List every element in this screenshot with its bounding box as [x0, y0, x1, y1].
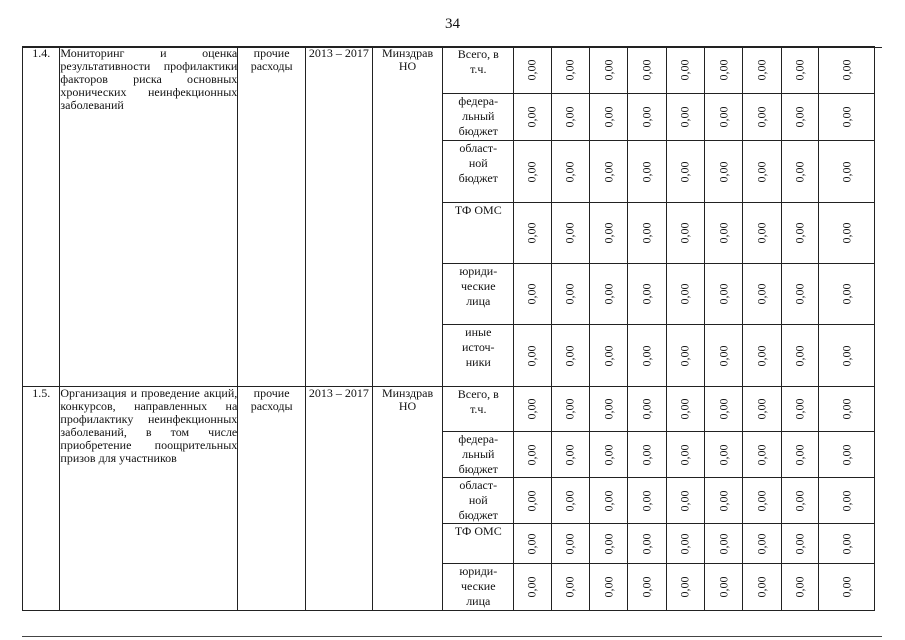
funding-source — [443, 264, 514, 325]
amount-cell — [628, 203, 666, 264]
amount-cell — [551, 524, 589, 564]
funding-source — [443, 141, 514, 203]
executor: Минздрав НО — [372, 47, 443, 387]
funding-source-label: иные источ- ники — [461, 325, 495, 369]
amount-value: 0,00 — [601, 490, 616, 511]
amount-value: 0,00 — [839, 345, 854, 366]
amount-cell — [781, 264, 818, 325]
amount-value: 0,00 — [839, 161, 854, 182]
amount-value: 0,00 — [754, 106, 769, 128]
amount-value: 0,00 — [677, 59, 692, 81]
amount-cell — [781, 141, 818, 203]
page-number: 34 — [445, 16, 460, 32]
amount-value: 0,00 — [754, 398, 769, 420]
amount-value: 0,00 — [792, 283, 807, 305]
amount-cell — [705, 264, 743, 325]
amount-value: 0,00 — [562, 161, 577, 182]
amount-cell — [781, 564, 818, 611]
amount-value: 0,00 — [792, 222, 807, 244]
amount-cell — [819, 141, 875, 203]
amount-cell — [666, 524, 704, 564]
amount-value: 0,00 — [792, 345, 807, 366]
amount-value: 0,00 — [601, 576, 616, 598]
amount-value: 0,00 — [716, 444, 731, 465]
amount-value: 0,00 — [562, 490, 577, 511]
amount-cell — [514, 524, 551, 564]
amount-value: 0,00 — [839, 222, 854, 244]
period-years: 2013 – 2017 — [305, 47, 372, 387]
amount-value: 0,00 — [677, 106, 692, 128]
amount-value: 0,00 — [524, 106, 539, 128]
funding-source-label: федера- льный бюджет — [458, 432, 499, 476]
item-number: 1.5. — [23, 387, 60, 611]
amount-cell — [781, 325, 818, 387]
bottom-rule — [22, 636, 882, 637]
amount-cell — [743, 141, 781, 203]
amount-value: 0,00 — [716, 576, 731, 598]
amount-value: 0,00 — [839, 490, 854, 511]
amount-cell — [589, 47, 627, 94]
amount-cell — [819, 264, 875, 325]
amount-cell — [666, 141, 704, 203]
amount-value: 0,00 — [562, 576, 577, 598]
amount-cell — [628, 478, 666, 524]
amount-cell — [743, 564, 781, 611]
amount-value: 0,00 — [639, 106, 654, 128]
amount-value: 0,00 — [524, 533, 539, 554]
amount-value: 0,00 — [524, 345, 539, 366]
amount-cell — [666, 564, 704, 611]
amount-cell — [514, 47, 551, 94]
amount-value: 0,00 — [639, 222, 654, 244]
amount-cell — [743, 203, 781, 264]
amount-value: 0,00 — [792, 161, 807, 182]
amount-value: 0,00 — [524, 490, 539, 511]
amount-value: 0,00 — [792, 398, 807, 420]
amount-cell — [705, 524, 743, 564]
amount-cell — [589, 387, 627, 432]
amount-cell — [705, 387, 743, 432]
amount-value: 0,00 — [792, 576, 807, 598]
amount-cell — [705, 432, 743, 478]
amount-value: 0,00 — [716, 283, 731, 305]
amount-cell — [781, 387, 818, 432]
amount-value: 0,00 — [839, 106, 854, 128]
amount-cell — [628, 47, 666, 94]
amount-cell — [819, 432, 875, 478]
amount-cell — [819, 325, 875, 387]
amount-value: 0,00 — [601, 533, 616, 554]
item-number: 1.4. — [23, 47, 60, 387]
amount-cell — [628, 524, 666, 564]
funding-source — [443, 94, 514, 141]
amount-value: 0,00 — [716, 398, 731, 420]
amount-cell — [705, 94, 743, 141]
amount-value: 0,00 — [792, 533, 807, 554]
amount-cell — [514, 432, 551, 478]
funding-source — [443, 387, 514, 432]
amount-cell — [781, 47, 818, 94]
amount-value: 0,00 — [639, 398, 654, 420]
amount-cell — [551, 47, 589, 94]
amount-value: 0,00 — [677, 161, 692, 182]
amount-cell — [819, 203, 875, 264]
amount-value: 0,00 — [754, 533, 769, 554]
amount-value: 0,00 — [677, 222, 692, 244]
budget-row — [23, 47, 875, 94]
amount-value: 0,00 — [839, 59, 854, 81]
funding-source-label: Всего, в т.ч. — [457, 47, 499, 76]
funding-source — [443, 47, 514, 94]
amount-cell — [589, 432, 627, 478]
amount-cell — [514, 564, 551, 611]
amount-cell — [589, 478, 627, 524]
amount-value: 0,00 — [677, 283, 692, 305]
amount-value: 0,00 — [639, 161, 654, 182]
amount-cell — [743, 325, 781, 387]
funding-source — [443, 478, 514, 524]
amount-cell — [705, 478, 743, 524]
expense-type: прочие расходы — [238, 387, 306, 611]
amount-cell — [589, 94, 627, 141]
amount-value: 0,00 — [524, 161, 539, 182]
funding-source — [443, 325, 514, 387]
amount-value: 0,00 — [601, 59, 616, 81]
amount-cell — [514, 264, 551, 325]
amount-value: 0,00 — [562, 283, 577, 305]
amount-cell — [589, 325, 627, 387]
amount-value: 0,00 — [562, 398, 577, 420]
amount-value: 0,00 — [839, 283, 854, 305]
amount-value: 0,00 — [716, 345, 731, 366]
amount-cell — [819, 94, 875, 141]
amount-cell — [705, 325, 743, 387]
amount-cell — [781, 94, 818, 141]
amount-value: 0,00 — [677, 398, 692, 420]
amount-value: 0,00 — [639, 490, 654, 511]
amount-cell — [551, 564, 589, 611]
amount-value: 0,00 — [839, 398, 854, 420]
funding-source — [443, 564, 514, 611]
amount-cell — [628, 94, 666, 141]
amount-cell — [628, 564, 666, 611]
amount-value: 0,00 — [716, 490, 731, 511]
amount-cell — [666, 47, 704, 94]
amount-value: 0,00 — [716, 161, 731, 182]
funding-source-label: област- ной бюджет — [458, 478, 498, 522]
amount-value: 0,00 — [562, 222, 577, 244]
amount-cell — [819, 478, 875, 524]
amount-cell — [514, 203, 551, 264]
amount-value: 0,00 — [601, 345, 616, 366]
amount-cell — [781, 524, 818, 564]
amount-cell — [743, 387, 781, 432]
amount-value: 0,00 — [754, 222, 769, 244]
amount-value: 0,00 — [601, 161, 616, 182]
expense-type: прочие расходы — [238, 47, 306, 387]
amount-value: 0,00 — [839, 533, 854, 554]
amount-cell — [705, 47, 743, 94]
amount-cell — [628, 141, 666, 203]
amount-value: 0,00 — [524, 576, 539, 598]
amount-value: 0,00 — [792, 490, 807, 511]
amount-cell — [781, 432, 818, 478]
amount-cell — [705, 141, 743, 203]
amount-value: 0,00 — [716, 59, 731, 81]
amount-value: 0,00 — [754, 490, 769, 511]
amount-value: 0,00 — [639, 533, 654, 554]
amount-cell — [589, 141, 627, 203]
amount-value: 0,00 — [677, 576, 692, 598]
period-years: 2013 – 2017 — [305, 387, 372, 611]
amount-cell — [589, 203, 627, 264]
amount-value: 0,00 — [677, 444, 692, 465]
amount-cell — [628, 432, 666, 478]
amount-cell — [551, 203, 589, 264]
amount-cell — [551, 325, 589, 387]
funding-source-label: федера- льный бюджет — [458, 94, 499, 138]
amount-cell — [589, 524, 627, 564]
amount-cell — [743, 264, 781, 325]
amount-cell — [666, 264, 704, 325]
amount-value: 0,00 — [562, 444, 577, 465]
amount-cell — [666, 432, 704, 478]
amount-value: 0,00 — [639, 576, 654, 598]
amount-value: 0,00 — [716, 533, 731, 554]
amount-value: 0,00 — [716, 222, 731, 244]
funding-source-label: ТФ ОМС — [454, 203, 502, 217]
amount-value: 0,00 — [601, 398, 616, 420]
executor: Минздрав НО — [372, 387, 443, 611]
amount-value: 0,00 — [562, 345, 577, 366]
amount-value: 0,00 — [792, 444, 807, 465]
amount-cell — [551, 94, 589, 141]
amount-cell — [781, 203, 818, 264]
amount-value: 0,00 — [754, 161, 769, 182]
item-name: Мониторинг и оценка результативности профилактики факторов риска основных хронических неинфекционных заболеваний — [60, 47, 238, 387]
amount-value: 0,00 — [524, 398, 539, 420]
amount-value: 0,00 — [524, 59, 539, 81]
amount-cell — [551, 478, 589, 524]
budget-row — [23, 387, 875, 432]
amount-cell — [628, 387, 666, 432]
amount-value: 0,00 — [839, 444, 854, 465]
amount-cell — [666, 478, 704, 524]
amount-value: 0,00 — [524, 444, 539, 465]
budget-table — [22, 46, 875, 611]
amount-value: 0,00 — [839, 576, 854, 598]
amount-value: 0,00 — [754, 59, 769, 81]
amount-cell — [705, 564, 743, 611]
amount-cell — [743, 432, 781, 478]
item-name: Организация и проведение акций, конкурсов, направленных на профилактику неинфекционных заболеваний, в том числе приобретение поощрительных призов для участников — [60, 387, 238, 611]
amount-value: 0,00 — [754, 444, 769, 465]
amount-cell — [628, 325, 666, 387]
funding-source-label: област- ной бюджет — [458, 141, 498, 185]
amount-value: 0,00 — [524, 222, 539, 244]
amount-cell — [551, 141, 589, 203]
amount-value: 0,00 — [754, 283, 769, 305]
amount-value: 0,00 — [754, 345, 769, 366]
amount-value: 0,00 — [601, 106, 616, 128]
amount-cell — [514, 478, 551, 524]
amount-cell — [514, 325, 551, 387]
amount-value: 0,00 — [677, 490, 692, 511]
amount-cell — [514, 387, 551, 432]
amount-value: 0,00 — [677, 345, 692, 366]
amount-cell — [819, 524, 875, 564]
amount-value: 0,00 — [562, 59, 577, 81]
amount-value: 0,00 — [639, 283, 654, 305]
amount-cell — [819, 564, 875, 611]
amount-value: 0,00 — [639, 444, 654, 465]
amount-value: 0,00 — [716, 106, 731, 128]
amount-value: 0,00 — [639, 345, 654, 366]
amount-cell — [551, 432, 589, 478]
amount-cell — [781, 478, 818, 524]
amount-value: 0,00 — [524, 283, 539, 305]
amount-cell — [705, 203, 743, 264]
amount-cell — [589, 264, 627, 325]
amount-cell — [743, 478, 781, 524]
amount-value: 0,00 — [601, 222, 616, 244]
amount-cell — [743, 47, 781, 94]
amount-value: 0,00 — [562, 106, 577, 128]
amount-cell — [628, 264, 666, 325]
amount-value: 0,00 — [677, 533, 692, 554]
amount-cell — [743, 94, 781, 141]
funding-source — [443, 203, 514, 264]
amount-cell — [589, 564, 627, 611]
amount-cell — [514, 141, 551, 203]
amount-cell — [551, 264, 589, 325]
amount-value: 0,00 — [639, 59, 654, 81]
amount-value: 0,00 — [562, 533, 577, 554]
amount-cell — [666, 387, 704, 432]
amount-cell — [666, 94, 704, 141]
funding-source-label: ТФ ОМС — [454, 524, 502, 538]
amount-cell — [514, 94, 551, 141]
amount-cell — [819, 47, 875, 94]
amount-value: 0,00 — [601, 283, 616, 305]
funding-source-label: юриди- ческие лица — [459, 564, 498, 608]
amount-value: 0,00 — [792, 106, 807, 128]
amount-value: 0,00 — [754, 576, 769, 598]
amount-cell — [743, 524, 781, 564]
amount-value: 0,00 — [792, 59, 807, 81]
amount-cell — [819, 387, 875, 432]
funding-source — [443, 524, 514, 564]
funding-source-label: Всего, в т.ч. — [457, 387, 499, 416]
amount-cell — [551, 387, 589, 432]
funding-source-label: юриди- ческие лица — [459, 264, 498, 308]
amount-cell — [666, 203, 704, 264]
amount-value: 0,00 — [601, 444, 616, 465]
amount-cell — [666, 325, 704, 387]
funding-source — [443, 432, 514, 478]
